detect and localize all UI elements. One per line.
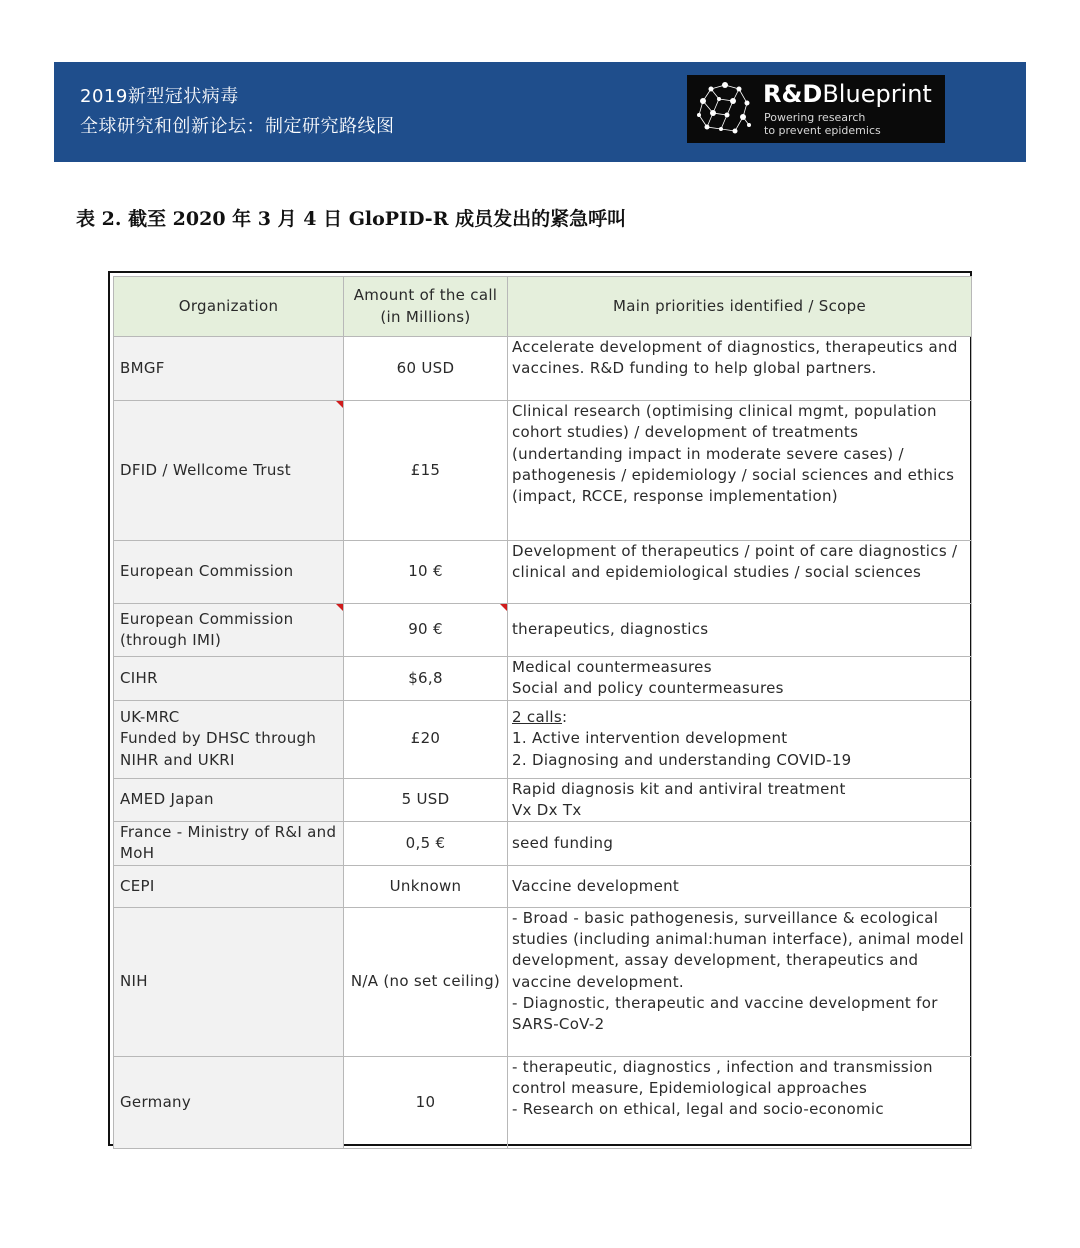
- org-cell: BMGF: [114, 337, 344, 401]
- scope-cell: Accelerate development of diagnostics, therapeutics and vaccines. R&D funding to help global partners.: [508, 337, 972, 401]
- scope-cell: [508, 700, 972, 778]
- scope-cell: Medical countermeasures Social and policy countermeasures: [508, 657, 972, 701]
- amount-cell: 60 USD: [344, 337, 508, 401]
- org-cell: CEPI: [114, 865, 344, 907]
- amount-cell: 5 USD: [344, 778, 508, 822]
- amount-text: £15: [410, 460, 441, 479]
- header-scope: Main priorities identified / Scope: [508, 277, 972, 337]
- header-organization: Organization: [114, 277, 344, 337]
- amount-cell: [344, 604, 508, 657]
- scope-cell: Vaccine development: [508, 865, 972, 907]
- amount-cell: [344, 401, 508, 541]
- table-row: [114, 822, 972, 866]
- header-subtitle: 全球研究和创新论坛：制定研究路线图: [80, 116, 395, 137]
- table-row: [114, 657, 972, 701]
- scope-calls-list: 1. Active intervention development 2. Diagnosing and understanding COVID-19: [512, 729, 852, 769]
- org-cell: [114, 604, 344, 657]
- org-cell: DFID / Wellcome Trust: [114, 401, 344, 541]
- logo-tagline-1: Powering research: [764, 111, 866, 124]
- table-row: [114, 604, 972, 657]
- amount-cell: 10 €: [344, 541, 508, 604]
- org-text: European Commission (through IMI): [120, 609, 294, 649]
- scope-cell: Development of therapeutics / point of care diagnostics / clinical and epidemiological studies / social sciences: [508, 541, 972, 604]
- org-cell: CIHR: [114, 657, 344, 701]
- table-row: [114, 907, 972, 1056]
- amount-cell: Unknown: [344, 865, 508, 907]
- scope-cell: - Broad - basic pathogenesis, surveillance & ecological studies (including animal:human interface), animal model development, assay development, therapeutics and vaccine development. - Diagnostic, therapeutic and vaccine development for SARS-CoV-2: [508, 907, 972, 1056]
- scope-calls-title: 2 calls: [512, 708, 563, 727]
- scope-cell: Clinical research (optimising clinical mgmt, population cohort studies) / development of treatments (undertanding impact in moderate severe cases) / pathogenesis / epidemiology / social sciences and ethics (impact, RCCE, response implementation): [508, 401, 972, 541]
- table-row: [114, 541, 972, 604]
- comment-marker: [500, 604, 507, 611]
- logo-tagline-2: to prevent epidemics: [764, 124, 881, 137]
- header-banner: [54, 62, 1026, 162]
- globe-network-icon: [691, 77, 759, 141]
- header-title: 2019新型冠状病毒: [80, 86, 239, 107]
- table-row: [114, 337, 972, 401]
- scope-cell: - therapeutic, diagnostics , infection and transmission control measure, Epidemiological approaches - Research on ethical, legal and socio-economic: [508, 1056, 972, 1148]
- rd-blueprint-logo: [687, 75, 945, 143]
- amount-cell: 10: [344, 1056, 508, 1148]
- scope-cell: seed funding: [508, 822, 972, 866]
- calls-table-frame: [108, 271, 972, 1146]
- amount-cell: 0,5 €: [344, 822, 508, 866]
- comment-marker: [336, 401, 343, 408]
- org-cell: NIH: [114, 907, 344, 1056]
- amount-cell: N/A (no set ceiling): [344, 907, 508, 1056]
- logo-title-bold: R&D: [763, 80, 823, 108]
- amount-cell: $6,8: [344, 657, 508, 701]
- table-row: [114, 1056, 972, 1148]
- table-row: [114, 700, 972, 778]
- table-row: [114, 865, 972, 907]
- table-caption: 表 2. 截至 2020 年 3 月 4 日 GloPID-R 成员发出的紧急呼叫: [76, 208, 627, 230]
- scope-calls-colon: :: [562, 708, 568, 727]
- amount-cell: £20: [344, 700, 508, 778]
- org-cell: European Commission: [114, 541, 344, 604]
- org-cell: UK-MRC Funded by DHSC through NIHR and UKRI: [114, 700, 344, 778]
- logo-title-rest: Blueprint: [822, 80, 932, 108]
- org-cell: AMED Japan: [114, 778, 344, 822]
- amount-text: 90 €: [408, 620, 443, 639]
- org-cell: Germany: [114, 1056, 344, 1148]
- table-row: [114, 778, 972, 822]
- logo-title: [763, 80, 932, 108]
- calls-table: [113, 276, 972, 1149]
- org-cell: France - Ministry of R&I and MoH: [114, 822, 344, 866]
- header-amount: Amount of the call (in Millions): [344, 277, 508, 337]
- table-row: [114, 401, 972, 541]
- scope-cell: Rapid diagnosis kit and antiviral treatment Vx Dx Tx: [508, 778, 972, 822]
- comment-marker: [336, 604, 343, 611]
- table-header-row: [114, 277, 972, 337]
- scope-cell: therapeutics, diagnostics: [508, 604, 972, 657]
